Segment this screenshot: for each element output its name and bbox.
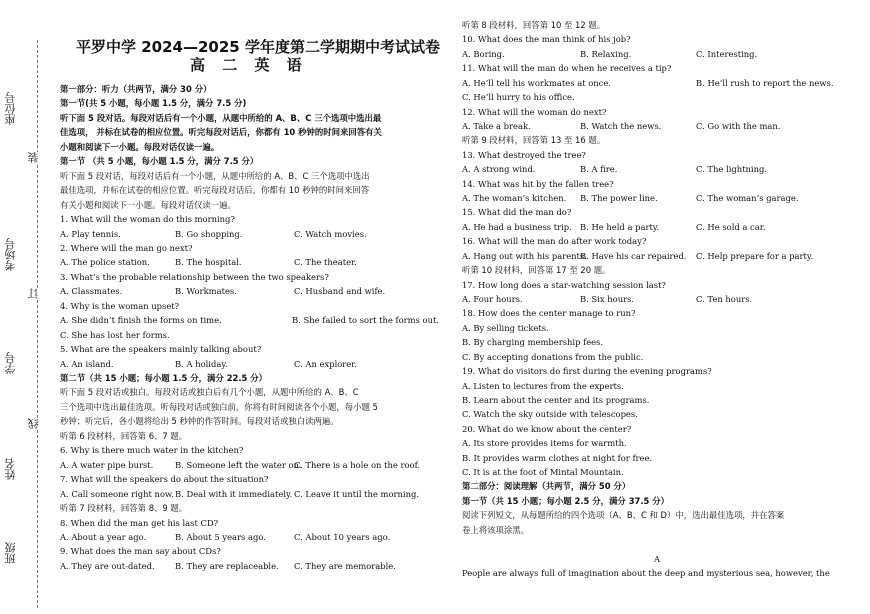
binding-mark-xian: 线 (28, 418, 44, 429)
exam-room-label: 考场号 (4, 238, 17, 271)
instruction-line: 听第 6 段材料，回答第 6、7 题。 (60, 430, 188, 441)
answer-option: B. Deal with it immediately. (175, 488, 293, 499)
answer-option: B. Workmates. (175, 286, 237, 297)
exam-subtitle: 高 二 英 语 (190, 56, 308, 74)
answer-option: A. Classmates. (60, 286, 123, 297)
question-line: 7. What will the speakers do about the situation? (60, 474, 269, 485)
instruction-line: 第一节 （共 5 小题，每小题 1.5 分，满分 7.5 分） (60, 156, 259, 167)
answer-option: B. They are replaceable. (175, 560, 279, 571)
instruction-line: 佳选项， 并标在试卷的相应位置。听完每段对话后，你都有 10 秒钟的时间来回答有关 (60, 127, 382, 138)
binding-line (37, 40, 38, 608)
answer-option: B. Go shopping. (175, 228, 243, 239)
question-line: 12. What will the woman do next? (462, 106, 607, 117)
instruction-line: 最佳选项，并标在试卷的相应位置。听完每段对话后，你都有 10 秒钟的时间来回答 (60, 185, 370, 196)
question-line: 1. What will the woman do this morning? (60, 214, 235, 225)
question-line: B. Learn about the center and its programs. (462, 394, 650, 405)
question-line: B. It provides warm clothes at night for free. (462, 452, 653, 463)
instruction-line: 听下面 5 段对话或独白。每段对话或独白后有几个小题，从题中所给的 A、B、C (60, 387, 359, 398)
instruction-line: 有关小题和阅读下一小题。每段对话仅读一遍。 (60, 199, 236, 210)
instruction-line: 小题和阅读下一小题。每段对话仅读一遍。 (60, 141, 220, 152)
instruction-line: 听第 10 段材料，回答第 17 至 20 题。 (462, 265, 611, 276)
question-line: 5. What are the speakers mainly talking about? (60, 344, 262, 355)
answer-option: B. Watch the news. (580, 120, 662, 131)
question-line: 13. What destroyed the tree? (462, 149, 586, 160)
answer-option: A. Call someone right now. (60, 488, 174, 499)
question-line: 3. What’s the probable relationship between the two speakers? (60, 271, 329, 282)
instruction-line: 第二节（共 15 小题；每小题 1.5 分，满分 22.5 分） (60, 373, 268, 383)
answer-option: A. A water pipe burst. (60, 459, 154, 470)
instruction-line: 听下面 5 段对话。每段对话后有一个小题，从题中所给的 A、B、C 三个选项中选出最 (60, 112, 382, 123)
instruction-line: 第二部分：阅读理解（共两节，满分 50 分） (462, 481, 631, 492)
question-line: 14. What was hit by the fallen tree? (462, 178, 614, 189)
question-line: 2. Where will the man go next? (60, 242, 193, 253)
question-line: A. Its store provides items for warmth. (462, 438, 627, 449)
answer-option: A. Take a break. (462, 120, 531, 131)
answer-option: C. He sold a car. (696, 221, 766, 232)
answer-option: B. A holiday. (175, 358, 228, 369)
question-line: B. By charging membership fees. (462, 337, 604, 348)
instruction-line: 卷上将该项涂黑。 (462, 524, 529, 535)
exam-title: 平罗中学 2024—2025 学年度第二学期期中考试试卷 (76, 38, 440, 56)
answer-option: C. There is a hole on the roof. (294, 459, 421, 470)
answer-option: C. The theater. (294, 257, 357, 268)
question-line: A (653, 553, 661, 564)
instruction-line: 听第 9 段材料，回答第 13 至 16 题。 (462, 135, 606, 146)
question-line: 9. What does the man say about CDs? (60, 546, 221, 557)
answer-option: C. Ten hours. (696, 293, 753, 304)
answer-option: C. They are memorable. (294, 560, 396, 571)
question-line: 16. What will the man do after work today? (462, 236, 647, 247)
binding-mark-ding: 订 (28, 288, 44, 299)
answer-option: A. Boring. (462, 48, 505, 59)
instruction-line: 听第 8 段材料，回答第 10 至 12 题。 (462, 20, 606, 30)
instruction-line: 第一部分：听力（共两节，满分 30 分） (60, 84, 212, 94)
question-line: 4. Why is the woman upset? (60, 300, 180, 311)
answer-option: A. They are out-dated. (60, 560, 155, 571)
answer-option: B. About 5 years ago. (175, 531, 266, 542)
answer-option: C. An explorer. (294, 358, 358, 369)
answer-option: B. She failed to sort the forms out. (292, 315, 439, 326)
answer-option: B. Have his car repaired. (580, 250, 687, 261)
answer-option: C. Interesting. (696, 48, 758, 59)
question-line: 18. How does the center manage to run? (462, 308, 636, 319)
question-line: C. He’ll hurry to his office. (462, 92, 575, 103)
answer-option: A. He had a business trip. (462, 221, 572, 232)
answer-option: A. He’ll tell his workmates at once. (462, 77, 611, 88)
instruction-line: 秒钟；听完后，各小题将给出 5 秒钟的作答时间。每段对话或独白读两遍。 (60, 416, 339, 427)
question-line: 11. What will the man do when he receives a tip? (462, 63, 672, 74)
answer-option: B. He’ll rush to report the news. (696, 77, 834, 88)
answer-option: C. Watch movies. (294, 228, 367, 239)
student-id-label: 学号 (4, 352, 17, 374)
answer-option: B. Relaxing. (580, 48, 632, 59)
question-line: C. By accepting donations from the public. (462, 351, 644, 362)
answer-option: A. An island. (60, 358, 114, 369)
answer-option: C. The lightning. (696, 164, 767, 175)
instruction-line: 听下面 5 段对话，每段对话后有一个小题，从题中所给的 A、B、C 三个选项中选出 (60, 170, 370, 181)
answer-option: B. A fire. (580, 164, 618, 175)
question-line: 6. Why is there much water in the kitchen? (60, 445, 244, 456)
question-line: 10. What does the man think of his job? (462, 34, 631, 45)
answer-option: C. Go with the man. (696, 120, 781, 131)
instruction-line: 听第 7 段材料，回答第 8、9 题。 (60, 503, 188, 514)
answer-option: A. About a year ago. (60, 531, 147, 542)
answer-option: B. The power line. (580, 193, 658, 204)
binding-mark-zhuang: 装 (28, 152, 44, 163)
question-line: A. Listen to lectures from the experts. (462, 380, 624, 391)
answer-option: C. Help prepare for a party. (696, 250, 814, 261)
answer-option: A. The woman’s kitchen. (462, 193, 567, 204)
answer-option: C. Husband and wife. (294, 286, 386, 297)
question-line: 15. What did the man do? (462, 207, 572, 218)
answer-option: B. The hospital. (175, 257, 242, 268)
answer-option: C. Leave it until the morning. (294, 488, 420, 499)
answer-option: A. Four hours. (462, 293, 523, 304)
answer-option: B. He held a party. (580, 221, 660, 232)
question-line: A. By selling tickets. (462, 322, 549, 333)
instruction-line: 第一节(共 5 小题，每小题 1.5 分，满分 7.5 分) (60, 98, 247, 109)
question-line: People are always full of imagination about the deep and mysterious sea, however, the (462, 567, 830, 578)
answer-option: C. About 10 years ago. (294, 531, 391, 542)
answer-option: A. Hang out with his parents. (462, 250, 587, 261)
answer-option: B. Someone left the water on. (175, 459, 302, 470)
instruction-line: 三个选项中选出最佳选项。听每段对话或独白前，你将有时间阅读各个小题，每小题 5 (60, 401, 378, 412)
instruction-line: 阅读下列短文，从每题所给的四个选项（A、B、C 和 D）中，选出最佳选项，并在答案 (462, 510, 785, 521)
seat-number-label: 座位号 (4, 92, 17, 125)
question-line: 19. What do visitors do first during the evening programs? (462, 366, 712, 377)
instruction-line: 第一节（共 15 小题；每小题 2.5 分，满分 37.5 分） (462, 495, 670, 506)
class-label: 班级 (4, 542, 17, 564)
answer-option: A. She didn’t finish the forms on time. (60, 315, 222, 326)
binding-margin (0, 0, 52, 614)
answer-option: A. Play tennis. (60, 228, 121, 239)
question-line: 8. When did the man get his last CD? (60, 517, 219, 528)
answer-option: A. The police station. (60, 257, 150, 268)
answer-option: A. A strong wind. (462, 164, 536, 175)
student-name-label: 姓名 (4, 458, 17, 480)
question-line: 20. What do we know about the center? (462, 423, 632, 434)
question-line: C. It is at the foot of Mintal Mountain. (462, 467, 624, 478)
answer-option: C. The woman’s garage. (696, 193, 799, 204)
question-line: C. Watch the sky outside with telescopes. (462, 409, 638, 420)
answer-option: B. Six hours. (580, 293, 635, 304)
question-line: 17. How long does a star-watching session last? (462, 279, 666, 290)
question-line: C. She has lost her forms. (60, 329, 170, 340)
